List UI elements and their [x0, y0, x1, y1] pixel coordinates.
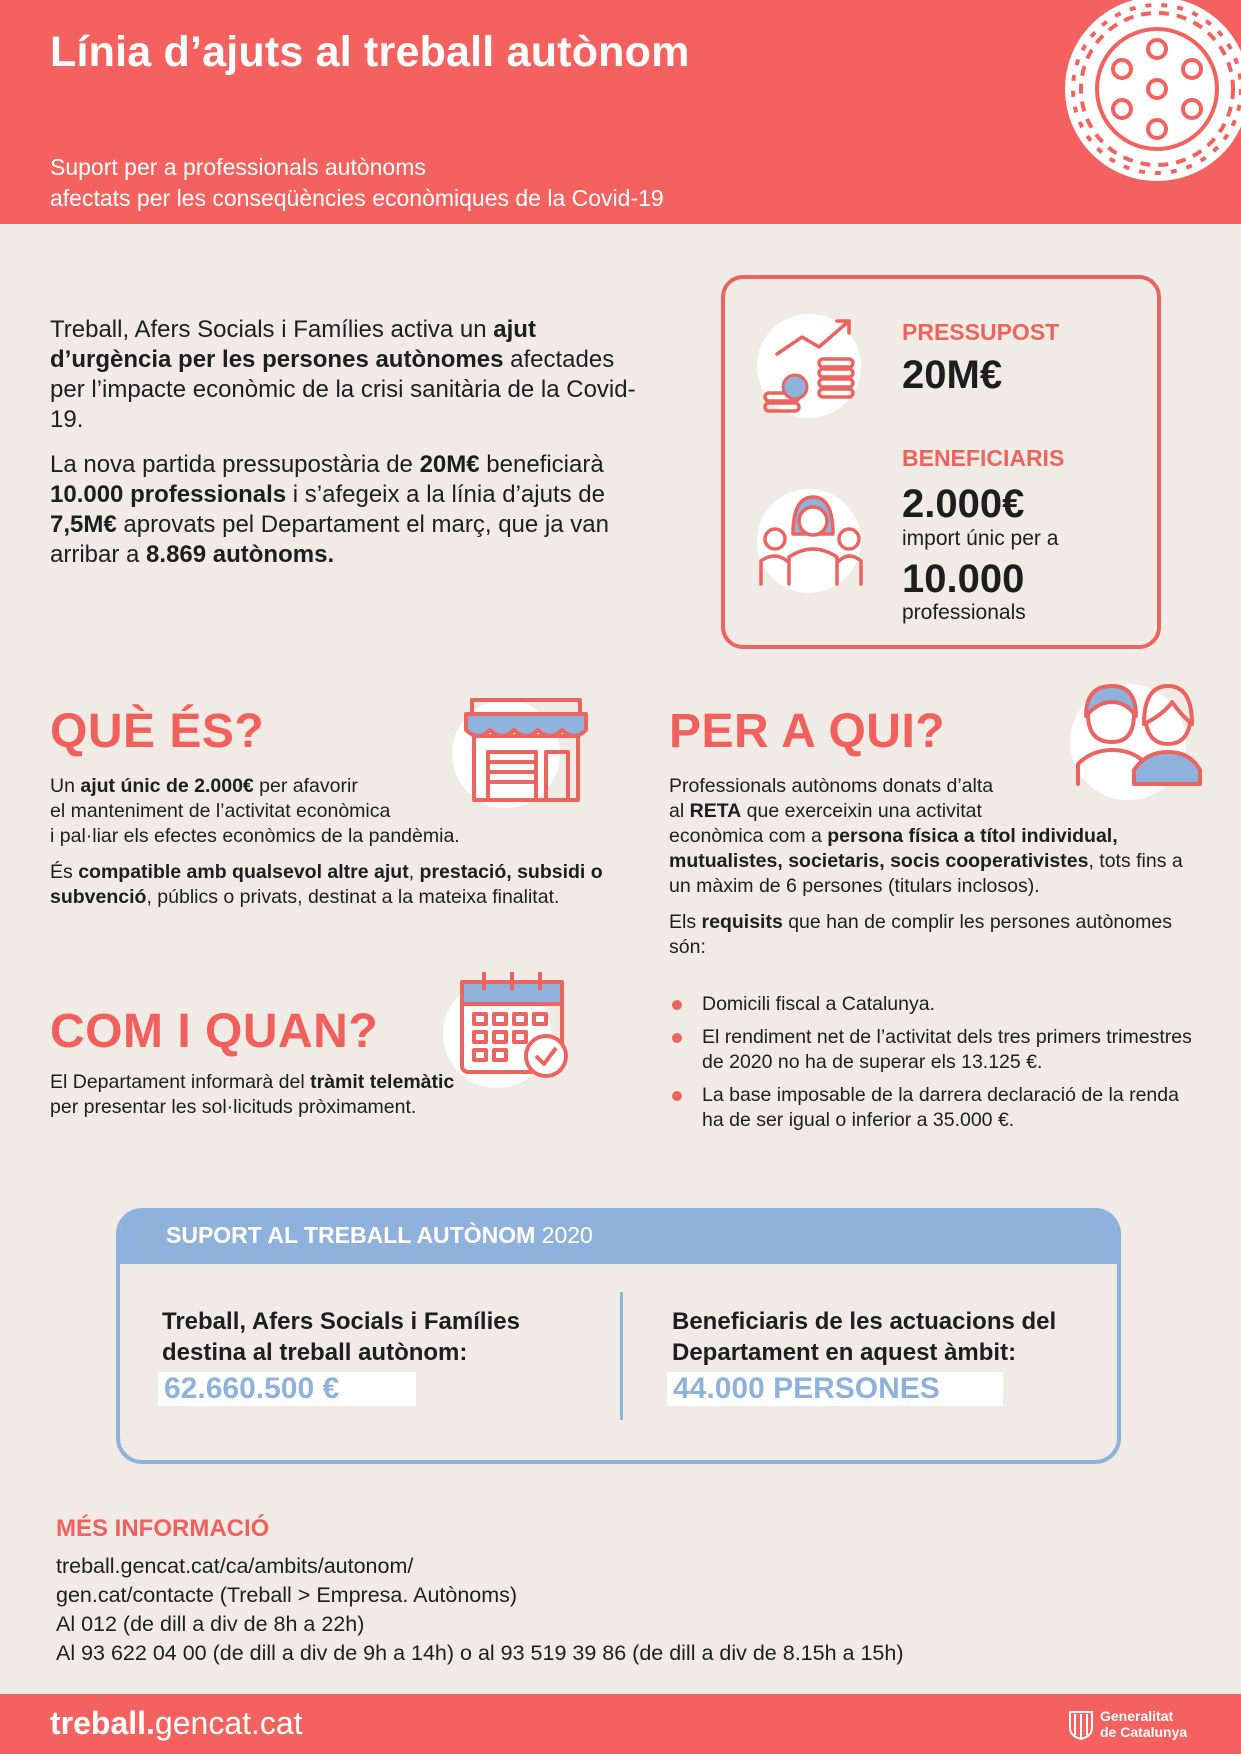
bullet-icon: [672, 1000, 682, 1010]
coronavirus-icon: [1062, 0, 1241, 184]
bullet-icon: [672, 1091, 682, 1101]
info-phone-numbers: Al 93 622 04 00 (de dill a div de 9h a 14h) o al 93 519 39 86 (de dill a div de 8.15h a 15h): [56, 1641, 904, 1665]
suport-left-label: Treball, Afers Socials i Famílies destina al treball autònom:: [162, 1308, 520, 1366]
list-item: Domicili fiscal a Catalunya.: [670, 992, 1200, 1017]
que-es-paragraph-2: És compatible amb qualsevol altre ajut, prestació, subsidi o subvenció, públics o privats, destinat a la mateixa finalitat.: [50, 861, 603, 908]
intro-paragraph-2: La nova partida pressupostària de 20M€ beneficiarà 10.000 professionals i s’afegeix a la línia d’ajuts de 7,5M€ aprovats pel Departament el març, que ja van arribar a 8.869 autònoms.: [50, 451, 609, 568]
footer-bar: [0, 1694, 1241, 1754]
list-item: El rendiment net de l’activitat dels tres primers trimestres de 2020 no ha de superar els 13.125 €.: [670, 1025, 1200, 1075]
list-item: La base imposable de la darrera declaració de la renda ha de ser igual o inferior a 35.000 €.: [670, 1083, 1200, 1133]
suport-right-label: Beneficiaris de les actuacions del Departament en aquest àmbit:: [672, 1308, 1057, 1366]
per-a-qui-text: [669, 774, 1209, 971]
generalitat-logo-icon: [1068, 1708, 1094, 1740]
more-info-lines: [56, 1552, 903, 1668]
budget-label: PRESSUPOST: [902, 319, 1060, 345]
suport-title: SUPORT AL TREBALL AUTÒNOM 2020: [166, 1222, 593, 1248]
coins-growth-icon: [757, 309, 867, 419]
suport-right-value: 44.000 PERSONES: [667, 1372, 1003, 1406]
intro-paragraph-1: Treball, Afers Socials i Famílies activa un ajut d’urgència per les persones autònomes afectades per l’impacte econòmic de la crisi sanitària de la Covid-19.: [50, 316, 636, 433]
budget-value: 20M€: [902, 353, 1003, 397]
group-people-icon: [753, 489, 869, 589]
amount-caption: import únic per a: [902, 527, 1059, 550]
requirements-list: [670, 992, 1200, 1141]
page-title: Línia d’ajuts al treball autònom: [50, 28, 690, 76]
people-value: 10.000: [902, 557, 1025, 601]
suport-left-value: 62.660.500 €: [158, 1372, 416, 1406]
people-caption: professionals: [902, 601, 1026, 624]
que-es-paragraph-1: Un ajut únic de 2.000€ per afavorir el manteniment de l’activitat econòmica i pal·liar els efectes econòmics de la pandèmia.: [50, 775, 460, 847]
subtitle-line-2: afectats per les conseqüències econòmiques de la Covid-19: [50, 185, 664, 211]
per-a-qui-heading: PER A QUI?: [669, 705, 946, 758]
com-i-quan-heading: COM I QUAN?: [50, 1005, 379, 1058]
beneficiaries-label: BENEFICIARIS: [902, 445, 1065, 471]
more-info-heading: MÉS INFORMACIÓ: [56, 1515, 270, 1542]
info-link-autonom[interactable]: treball.gencat.cat/ca/ambits/autonom/: [56, 1554, 414, 1578]
suport-summary-box: [116, 1208, 1121, 1464]
per-a-qui-paragraph-1: Professionals autònoms donats d’alta al RETA que exerceixin una activitat econòmica com a persona física a títol individual, mutualistes, societaris, socis cooperativistes, tots fins a un màxim de 6 persones (titulars inclosos).: [669, 775, 1183, 897]
amount-value: 2.000€: [902, 482, 1025, 526]
footer-site-link[interactable]: treball.gencat.cat: [50, 1705, 303, 1741]
com-i-quan-paragraph: El Departament informarà del tràmit telemàtic per presentar les sol·licituds pròximament.: [50, 1071, 455, 1118]
per-a-qui-paragraph-2: Els requisits que han de complir les persones autònomes són:: [669, 911, 1172, 958]
suport-divider: [620, 1292, 623, 1420]
header-banner: [0, 0, 1241, 224]
page-subtitle: [50, 152, 664, 214]
info-link-contacte[interactable]: gen.cat/contacte (Treball > Empresa. Autònoms): [56, 1583, 518, 1607]
intro-text: [50, 315, 640, 585]
subtitle-line-1: Suport per a professionals autònoms: [50, 154, 426, 180]
calendar-icon: [456, 968, 572, 1084]
info-phone-012: Al 012 (de dill a div de 8h a 22h): [56, 1612, 365, 1636]
que-es-heading: QUÈ ÉS?: [50, 705, 265, 758]
que-es-text: [50, 774, 610, 921]
generalitat-logo-text: Generalitat de Catalunya: [1100, 1708, 1188, 1740]
com-i-quan-text: [50, 1070, 470, 1131]
key-figures-box: [721, 275, 1161, 649]
bullet-icon: [672, 1033, 682, 1043]
